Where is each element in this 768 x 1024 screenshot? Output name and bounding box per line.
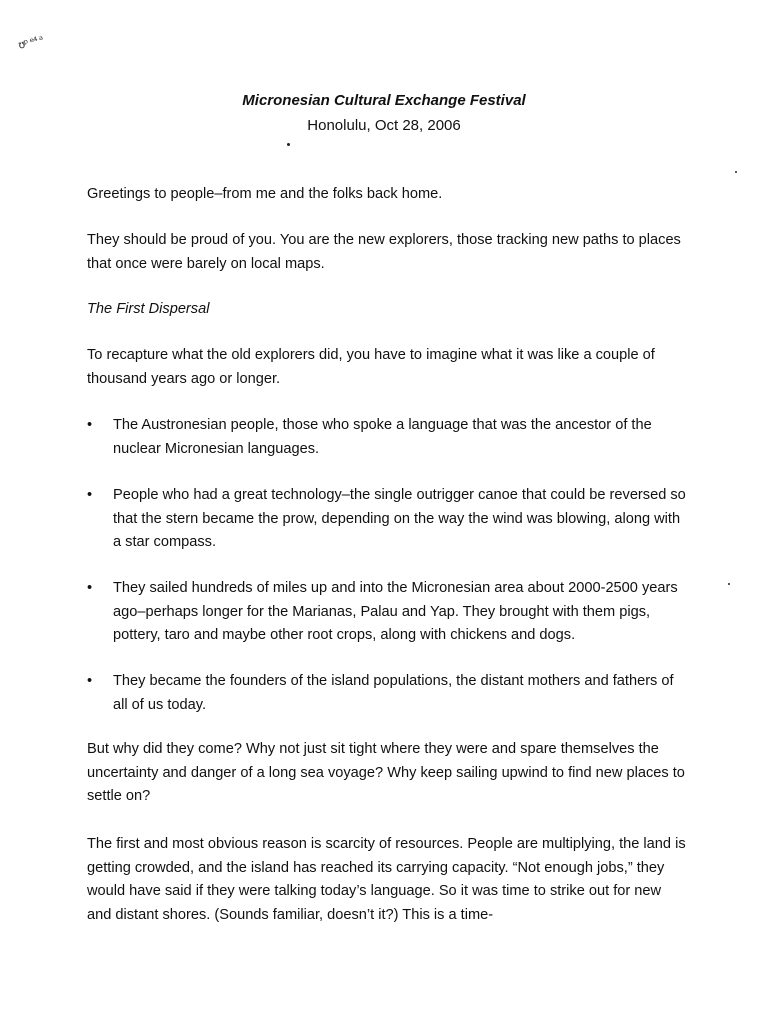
recapture-paragraph: To recapture what the old explorers did, you have to imagine what it was like a couple of thousand years ago or longer. (87, 347, 655, 387)
proud-paragraph: They should be proud of you. You are the new explorers, those tracking new paths to places that once were barely on local maps. (87, 232, 681, 272)
why-paragraph: But why did they come? Why not just sit tight where they were and spare themselves the uncertainty and danger of a long sea voyage? Why keep sailing upwind to find new places to settle on? (87, 741, 685, 804)
bullet-marker: • (87, 580, 93, 596)
bullet-marker: • (87, 487, 93, 503)
bullet-item: The Austronesian people, those who spoke a language that was the ancestor of the nuclear Micronesian languages. (113, 417, 652, 457)
scan-speck (728, 583, 730, 585)
greeting-paragraph: Greetings to people–from me and the folks back home. (87, 186, 443, 202)
bullet-item: They sailed hundreds of miles up and into the Micronesian area about 2000-2500 years ago–perhaps longer for the Marianas, Palau and Yap. They brought with them pigs, pottery, taro and maybe other root crops, along with chickens and dogs. (113, 580, 678, 643)
bullet-marker: • (87, 673, 93, 689)
bullet-item: People who had a great technology–the single outrigger canoe that could be reversed so that the stern became the prow, depending on the way the wind was blowing, along with a star compass. (113, 487, 686, 550)
reason-paragraph: The first and most obvious reason is scarcity of resources. People are multiplying, the land is getting crowded, and the island has reached its carrying capacity. “Not enough jobs,” they would have said if they were talking today’s language. So it was time to strike out for new and distant shores. (Sounds familiar, doesn’t it?) This is a time- (87, 836, 686, 923)
scan-speck (735, 171, 737, 173)
handwritten-mark: ʊ͏ᵖ ᵉ⁴ ᵃ (16, 33, 45, 52)
bullet-item: They became the founders of the island populations, the distant mothers and fathers of all of us today. (113, 673, 674, 713)
scan-speck (287, 143, 290, 146)
section-heading: The First Dispersal (87, 301, 210, 317)
bullet-marker: • (87, 417, 93, 433)
document-title: Micronesian Cultural Exchange Festival (242, 92, 526, 109)
document-subtitle: Honolulu, Oct 28, 2006 (307, 117, 461, 134)
